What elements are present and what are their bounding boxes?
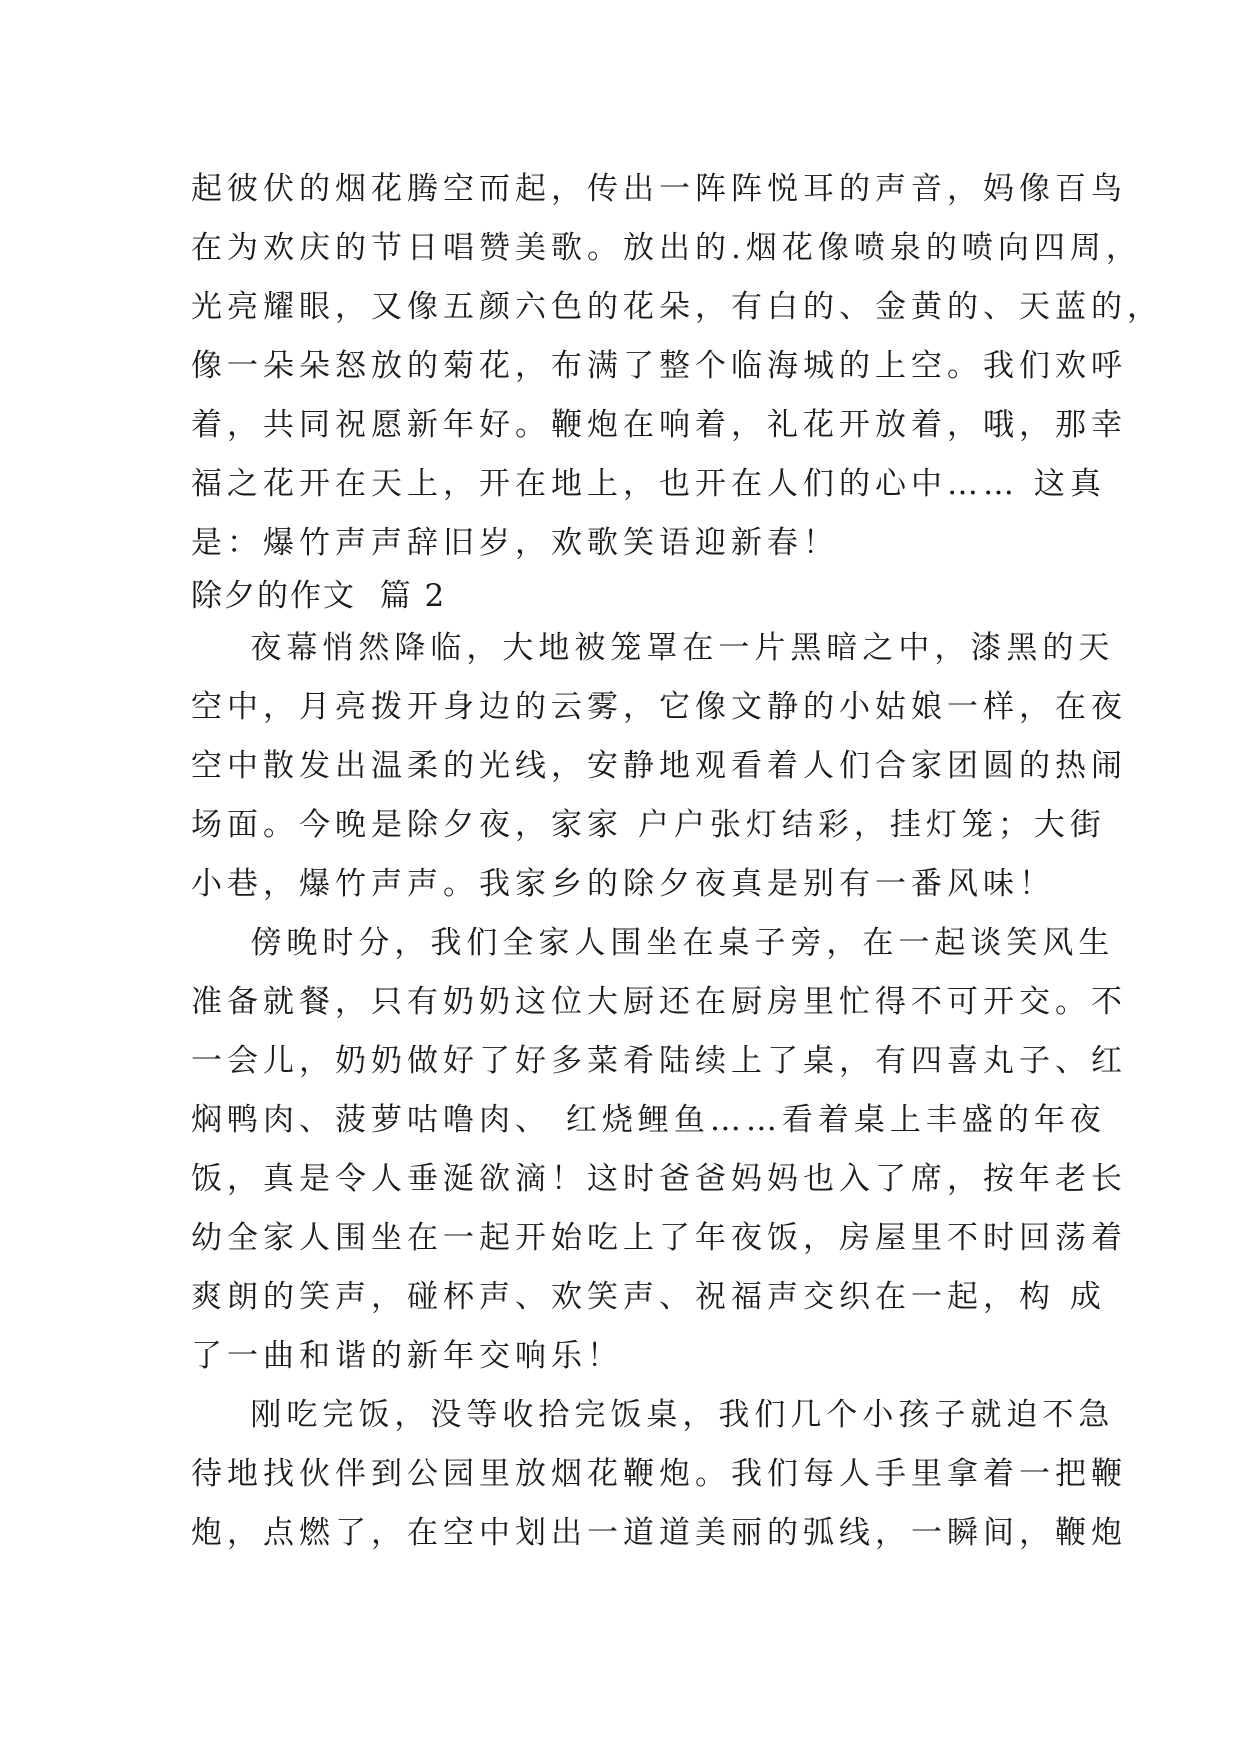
text-line: 待地找伙伴到公园里放烟花鞭炮。我们每人手里拿着一把鞭 <box>191 1456 1127 1492</box>
text-line: 夜幕悄然降临，大地被笼罩在一片黑暗之中，漆黑的天 <box>191 630 1115 666</box>
text-line: 刚吃完饭，没等收拾完饭桌，我们几个小孩子就迫不急 <box>191 1397 1115 1433</box>
text-line: 像一朵朵怒放的菊花，布满了整个临海城的上空。我们欢呼 <box>191 348 1127 384</box>
text-line: 空中，月亮拨开身边的云雾，它像文静的小姑娘一样，在夜 <box>191 689 1127 725</box>
text-line: 是：爆竹声声辞旧岁，欢歌笑语迎新春！ <box>191 525 839 561</box>
text-line: 傍晚时分，我们全家人围坐在桌子旁，在一起谈笑风生 <box>191 925 1115 961</box>
section-heading: 除夕的作文 篇 2 <box>191 578 447 614</box>
text-line: 准备就餐，只有奶奶这位大厨还在厨房里忙得不可开交。不 <box>191 984 1127 1020</box>
text-line: 场面。今晚是除夕夜，家家 户户张灯结彩，挂灯笼；大街 <box>191 807 1106 843</box>
text-line: 幼全家人围坐在一起开始吃上了年夜饭，房屋里不时回荡着 <box>191 1220 1127 1256</box>
text-line: 空中散发出温柔的光线，安静地观看着人们合家团圆的热闹 <box>191 748 1127 784</box>
text-line: 一会儿，奶奶做好了好多菜肴陆续上了桌，有四喜丸子、红 <box>191 1043 1127 1079</box>
text-line: 起彼伏的烟花腾空而起，传出一阵阵悦耳的声音，妈像百鸟 <box>191 171 1127 207</box>
text-line: 在为欢庆的节日唱赞美歌。放出的.烟花像喷泉的喷向四周， <box>191 230 1142 266</box>
text-line: 着，共同祝愿新年好。鞭炮在响着，礼花开放着，哦，那幸 <box>191 407 1127 443</box>
text-line: 了一曲和谐的新年交响乐！ <box>191 1338 623 1374</box>
text-line: 福之花开在天上，开在地上，也开在人们的心中…… 这真 <box>191 466 1106 502</box>
text-line: 焖鸭肉、菠萝咕噜肉、 红烧鲤鱼……看着桌上丰盛的年夜 <box>191 1102 1106 1138</box>
essay-text <box>191 160 1163 1563</box>
text-line: 光亮耀眼，又像五颜六色的花朵，有白的、金黄的、天蓝的， <box>191 289 1163 325</box>
text-line: 爽朗的笑声，碰杯声、欢笑声、祝福声交织在一起，构 成 <box>191 1279 1106 1315</box>
text-line: 饭，真是令人垂涎欲滴！这时爸爸妈妈也入了席，按年老长 <box>191 1161 1127 1197</box>
text-line: 小巷，爆竹声声。我家乡的除夕夜真是别有一番风味！ <box>191 866 1055 902</box>
text-line: 炮，点燃了，在空中划出一道道美丽的弧线，一瞬间，鞭炮 <box>191 1515 1127 1551</box>
